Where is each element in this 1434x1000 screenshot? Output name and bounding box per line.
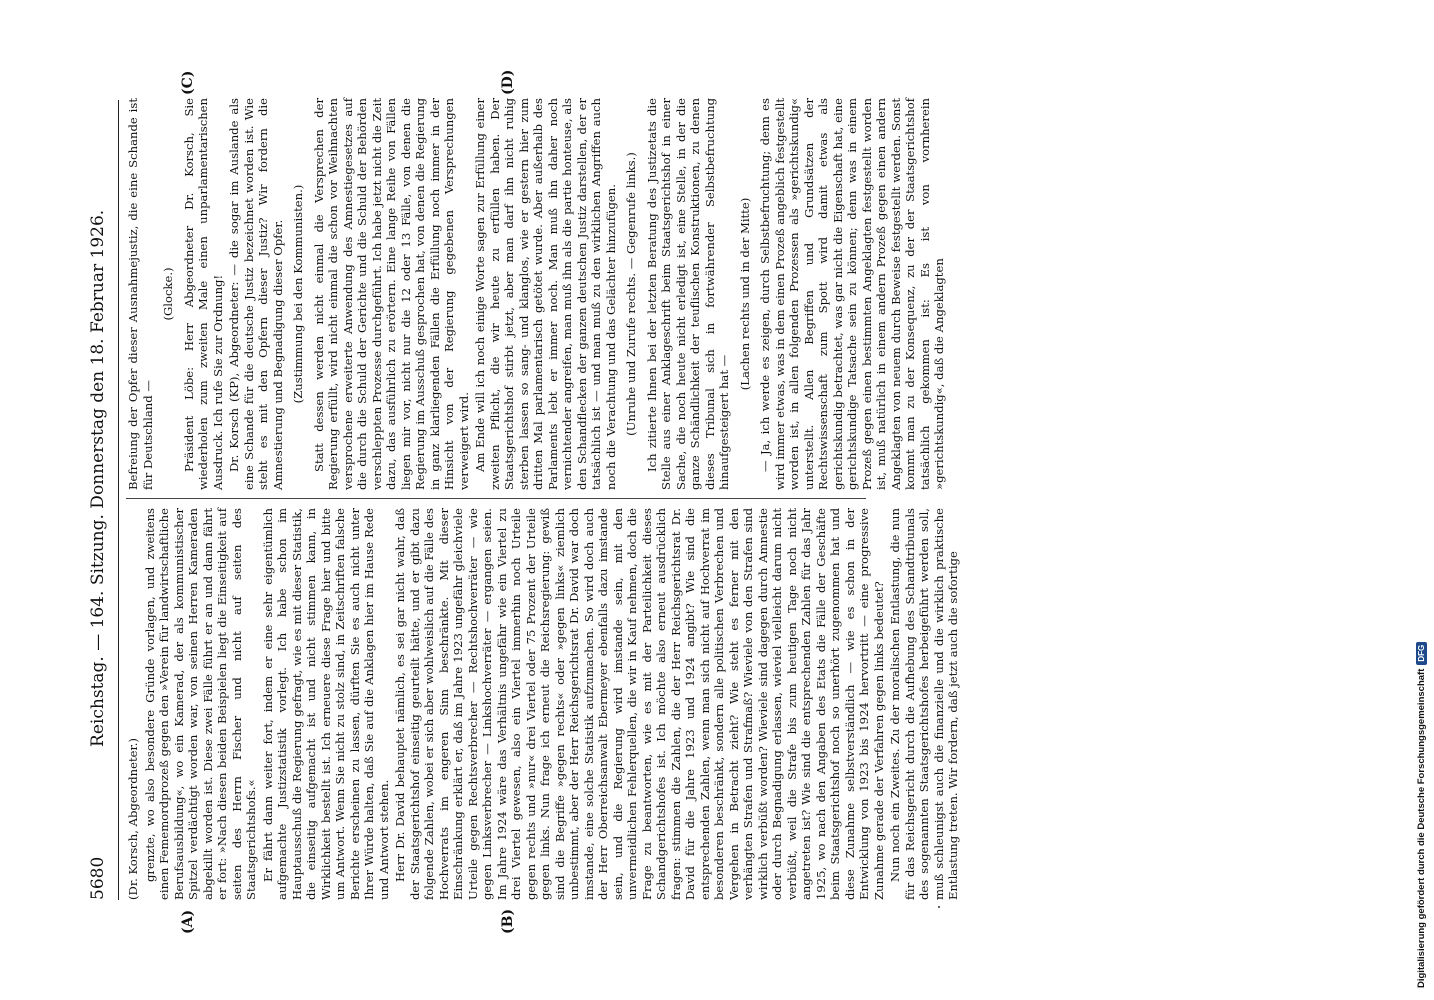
paragraph: Ich zitierte Ihnen bei der letzten Beratung des Justizetats die Stelle aus einer Anklageschrift beim Staatsgerichtshof in einer Sache, die noch heute nicht erledigt ist, eine Stelle, in der die ganze Schändlichkeit der teuflischen Konstruktionen, zu denen dieses Tribunal sich in fortwährender Selbstbefruchtung hinaufgesteigert hat — bbox=[644, 98, 731, 490]
stage-direction: (Zustimmung bei den Kommunisten.) bbox=[291, 184, 305, 404]
paragraph: Dr. Korsch (KP), Abgeordneter: — die sogar im Auslande als eine Schande für die deutsche Justiz bezeichnet worden ist. Wie steht es mit den Opfern dieser Justiz? Wir fordern die Amnestierung und Begnadigung dieser Opfer. bbox=[227, 98, 285, 490]
paragraph: grenzte, wo also besondere Gründe vorlagen, und zweitens einen Fememordprozeß gegen den »Verein für landwirtschaftliche Berufsausbildung«, wo ein Kamerad, der als kommunistischer Spitzel verdächtigt worden war, von seinen Herren Kameraden abgekillt worden ist. Diese zwei Fälle führt er an und dann fährt er fort: »Nach diesen beiden Beispielen liegt die Einseitigkeit auf seiten des Herrn Fischer und nicht auf seiten des Staatsgerichtshofs.« bbox=[142, 508, 258, 900]
left-column bbox=[126, 508, 960, 900]
paragraph: Am Ende will ich noch einige Worte sagen zur Erfüllung einer zweiten Pflicht, die wir heute zu erfüllen haben. Der Staatsgerichtshof stirbt jetzt, aber man darf ihn nicht ruhig sterben lassen so sang- und klanglos, wie er gestern hier zum dritten Mal parlamentarisch getötet wurde. Aber außerhalb des Parlaments lebt er immer noch. Man muß ihn daher noch vernichtender angreifen, man muß ihn als die partie honteuse, als den Schandflecken der ganzen deutschen Justiz darstellen, der er tatsächlich ist — und man muß zu den wirklichen Angriffen auch noch die Verachtung und das Gelächter hinzufügen. bbox=[473, 98, 618, 490]
scan-speck bbox=[938, 906, 940, 908]
column-divider bbox=[126, 498, 866, 499]
header-rule bbox=[118, 100, 119, 900]
margin-marker-c: (C) bbox=[180, 70, 196, 95]
stage-direction: (Glocke.) bbox=[161, 267, 175, 321]
page-header bbox=[88, 100, 118, 900]
paragraph: Herr Dr. David behauptet nämlich, es sei gar nicht wahr, daß der Staatsgerichtshof einseitig geurteilt hätte, und er gibt dazu folgende Zahlen, wobei er sich aber wohlweislich auf die Fälle des Hochverrats im engeren Sinn beschränkte. Mit dieser Einschränkung erklärt er, daß im Jahre 1923 ungefähr gleichviele Urteile gegen Rechtsverbrecher — Rechtshochverräter — wie gegen Linksverbrecher — Linkshochverräter — ergangen seien. Im Jahre 1924 wäre das Verhältnis ungefähr wie ein Viertel zu drei Viertel gewesen, also ein Viertel immerhin noch Urteile gegen rechts und »nur« drei Viertel oder 75 Prozent der Urteile gegen links. Nun frage ich erneut die Reichsregierung: gewiß sind die Begriffe »gegen rechts« oder »gegen links« ziemlich unbestimmt, aber der Herr Reichsgerichtsrat Dr. David war doch imstande, eine solche Statistik aufzumachen. So wird doch auch der Herr Oberreichsanwalt Ebermeyer ebenfalls dazu imstande sein, und die Regierung wird imstande sein, mit den unvermeidlichen Fehlerquellen, die wir in Kauf nehmen, doch die Frage zu beantworten, wie es mit der Parteilichkeit dieses Schandgerichtshofes ist. Ich möchte also erneut ausdrücklich fragen: stimmen die Zahlen, die der Herr Reichsgerichtsrat Dr. David für die Jahre 1923 und 1924 angibt? Wie sind die entsprechenden Zahlen, wenn man sich nicht auf Hochverrat im besonderen beschränkt, sondern alle politischen Verbrechen und Vergehen in Betracht zieht? Wie steht es ferner mit den verhängten Strafen und Strafmaß? Wieviele von den Strafen sind wirklich verbüßt worden? Wieviele sind dagegen durch Amnestie oder durch Begnadigung erlassen, wieviel vielleicht darum nicht verbüßt, weil die Strafe bis zum heutigen Tage noch nicht angetreten ist? Wie sind die entsprechenden Zahlen für das Jahr 1925, wo nach den Angaben des Etats die Fälle der Geschäfte beim Staatsgerichtshof noch so unerhört zugenommen hat und diese Zunahme selbstverständlich — wie es schon in der Entwicklung von 1923 bis 1924 hervortritt — eine progressive Zunahme gerade der Verfahren gegen links bedeutet? bbox=[393, 508, 886, 900]
dfg-logo: DFG bbox=[1416, 642, 1427, 665]
paragraph: Er fährt dann weiter fort, indem er eine sehr eigentümlich aufgemachte Justizstatistik vorlegt. Ich habe schon im Hauptausschuß die Regierung gefragt, wie es mit dieser Statistik, die einseitig aufgemacht ist und nicht stimmen kann, in Wirklichkeit bestellt ist. Ich erneuere diese Frage hier und bitte um Antwort. Wenn Sie nicht zu stolz sind, in Zeitschriften falsche Berichte erscheinen zu lassen, dürften Sie es auch nicht unter Ihrer Würde halten, daß Sie auf die Anklagen hier im Hause Rede und Antwort stehen. bbox=[260, 508, 391, 900]
paragraph: Statt dessen werden nicht einmal die Versprechen der Regierung erfüllt, wird nicht einmal die schon vor Weihnachten versprochene erweiterte Anwendung des Amnestiegesetzes auf die durch die Schuld der Gerichte und die Schuld der Behörden verschleppten Prozesse durchgeführt. Ich habe jetzt nicht die Zeit dazu, das ausführlich zu erörtern. Eine lange Reihe von Fällen liegen mir vor, nicht nur die 12 oder 13 Fälle, von denen die Regierung im Ausschuß gesprochen hat, von denen die Regierung in ganz klarliegenden Fällen die Erfüllung noch immer in der Hinsicht von der Regierung gegebenen Versprechungen verweigert wird. bbox=[311, 98, 471, 490]
digitization-credit bbox=[1408, 12, 1434, 988]
paragraph: (Dr. Korsch, Abgeordneter.) bbox=[126, 738, 140, 900]
page-number: 5680 bbox=[88, 856, 108, 900]
right-column bbox=[126, 98, 946, 490]
credit-text: Digitalisierung gefördert durch die Deutsche Forschungsgemeinschaft bbox=[1415, 668, 1427, 988]
paragraph: Präsident Löbe: Herr Abgeordneter Dr. Korsch, Sie wiederholen zum zweiten Male einen unparlamentarischen Ausdruck. Ich rufe Sie zur Ordnung! bbox=[181, 98, 225, 490]
stage-direction: (Unruhe und Zurufe rechts. — Gegenrufe links.) bbox=[624, 152, 638, 436]
session-title: Reichstag. — 164. Sitzung. Donnerstag den 18. Februar 1926. bbox=[88, 209, 108, 747]
paragraph: Befreiung der Opfer dieser Ausnahmejustiz, die eine Schande ist für Deutschland — bbox=[126, 98, 155, 490]
margin-marker-b: (B) bbox=[500, 908, 516, 934]
stage-direction: (Lachen rechts und in der Mitte) bbox=[737, 197, 752, 391]
paragraph: Nun noch ein Zweites. Zu der moralischen Entlastung, die nun für das Reichsgericht durch die Aufhebung des Schandtribunals des sogenannten Staatsgerichtshofes herbeigeführt werden soll, muß schleunigst auch die finanzielle und die wirklich praktische Entlastung treten. Wir fordern, daß jetzt auch die sofortige bbox=[888, 508, 960, 900]
margin-marker-d: (D) bbox=[500, 69, 516, 95]
paragraph: — Ja, ich werde es zeigen, durch Selbstbefruchtung; denn es wird immer etwas, was in dem einen Prozeß angeblich festgestellt worden ist, in allen folgenden Prozessen als »gerichtskundig« unterstellt. Allen Begriffen und Grundsätzen der Rechtswissenschaft zum Spott wird damit etwas als gerichtskundig betrachtet, was gar nicht die Eigenschaft hat, eine gerichtskundige Tatsache sein zu können; denn was in einem Prozeß gegen einen bestimmten Angeklagten festgestellt worden ist, muß natürlich in einem andern Prozeß gegen einen andern Angeklagten von neuem durch Beweise festgestellt werden. Sonst kommt man zu der Konsequenz, zu der der Staatsgerichtshof tatsächlich gekommen ist: Es ist von vornherein »gerichtskundig«, daß die Angeklagten bbox=[758, 98, 946, 490]
margin-marker-a: (A) bbox=[180, 909, 196, 934]
